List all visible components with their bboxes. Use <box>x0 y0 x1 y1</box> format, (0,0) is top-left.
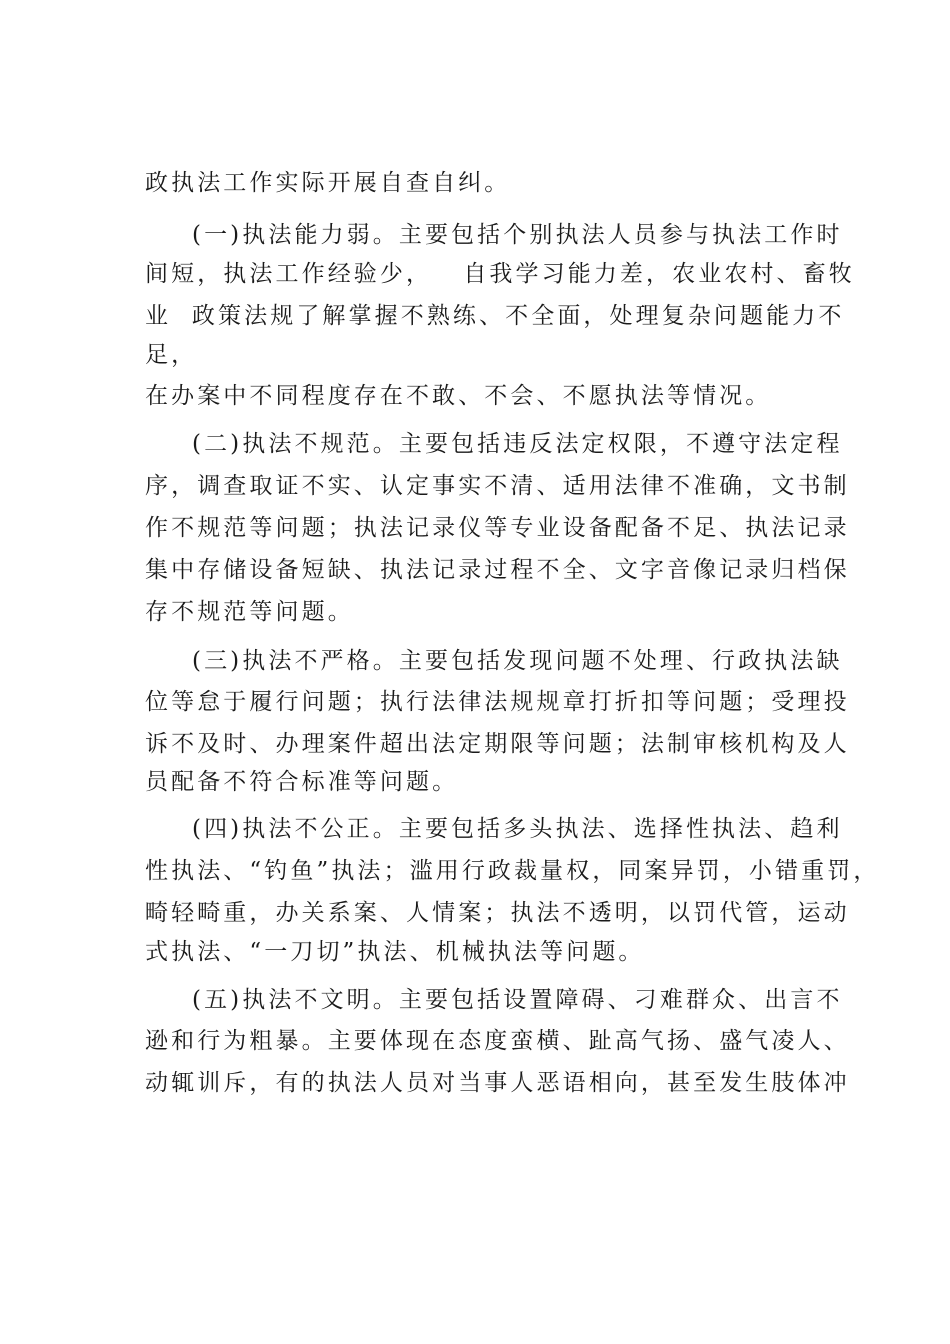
text-line: 集中存储设备短缺、执法记录过程不全、文字音像记录归档保 <box>145 557 850 583</box>
text-line: 性执法、“钓鱼”执法；滥用行政裁量权，同案异罚，小错重罚， <box>145 858 880 884</box>
paragraph-heading-line: (一)执法能力弱。主要包括个别执法人员参与执法工作时 <box>192 222 843 248</box>
text-line: 间短，执法工作经验少， 自我学习能力差，农业农村、畜牧 <box>145 261 855 287</box>
text-line: 式执法、“一刀切”执法、机械执法等问题。 <box>145 939 645 965</box>
text-line: 动辄训斥，有的执法人员对当事人恶语相向，甚至发生肢体冲 <box>145 1070 850 1096</box>
text-line: 序，调查取证不实、认定事实不清、适用法律不准确，文书制 <box>145 473 850 499</box>
text-line: 位等怠于履行问题；执行法律法规规章打折扣等问题；受理投 <box>145 689 850 715</box>
text-line: 员配备不符合标准等问题。 <box>145 769 459 795</box>
text-line: 业 政策法规了解掌握不熟练、不全面，处理复杂问题能力不 <box>145 303 845 329</box>
text-line: 逊和行为粗暴。主要体现在态度蛮横、趾高气扬、盛气凌人、 <box>145 1028 850 1054</box>
text-line: 作不规范等问题；执法记录仪等专业设备配备不足、执法记录 <box>145 515 850 541</box>
paragraph-heading-line: (二)执法不规范。主要包括违反法定权限，不遵守法定程 <box>192 431 843 457</box>
text-line: 足， <box>145 342 198 368</box>
text-line: 畸轻畸重，办关系案、人情案；执法不透明，以罚代管，运动 <box>145 900 850 926</box>
paragraph-heading-line: (五)执法不文明。主要包括设置障碍、刁难群众、出言不 <box>192 987 843 1013</box>
paragraph-heading-line: (三)执法不严格。主要包括发现问题不处理、行政执法缺 <box>192 648 843 674</box>
paragraph-heading-line: (四)执法不公正。主要包括多头执法、选择性执法、趋利 <box>192 816 843 842</box>
text-line: 政执法工作实际开展自查自纠。 <box>145 170 511 196</box>
text-line: 存不规范等问题。 <box>145 599 354 625</box>
text-line: 诉不及时、办理案件超出法定期限等问题；法制审核机构及人 <box>145 731 850 757</box>
text-line: 在办案中不同程度存在不敢、不会、不愿执法等情况。 <box>145 383 772 409</box>
